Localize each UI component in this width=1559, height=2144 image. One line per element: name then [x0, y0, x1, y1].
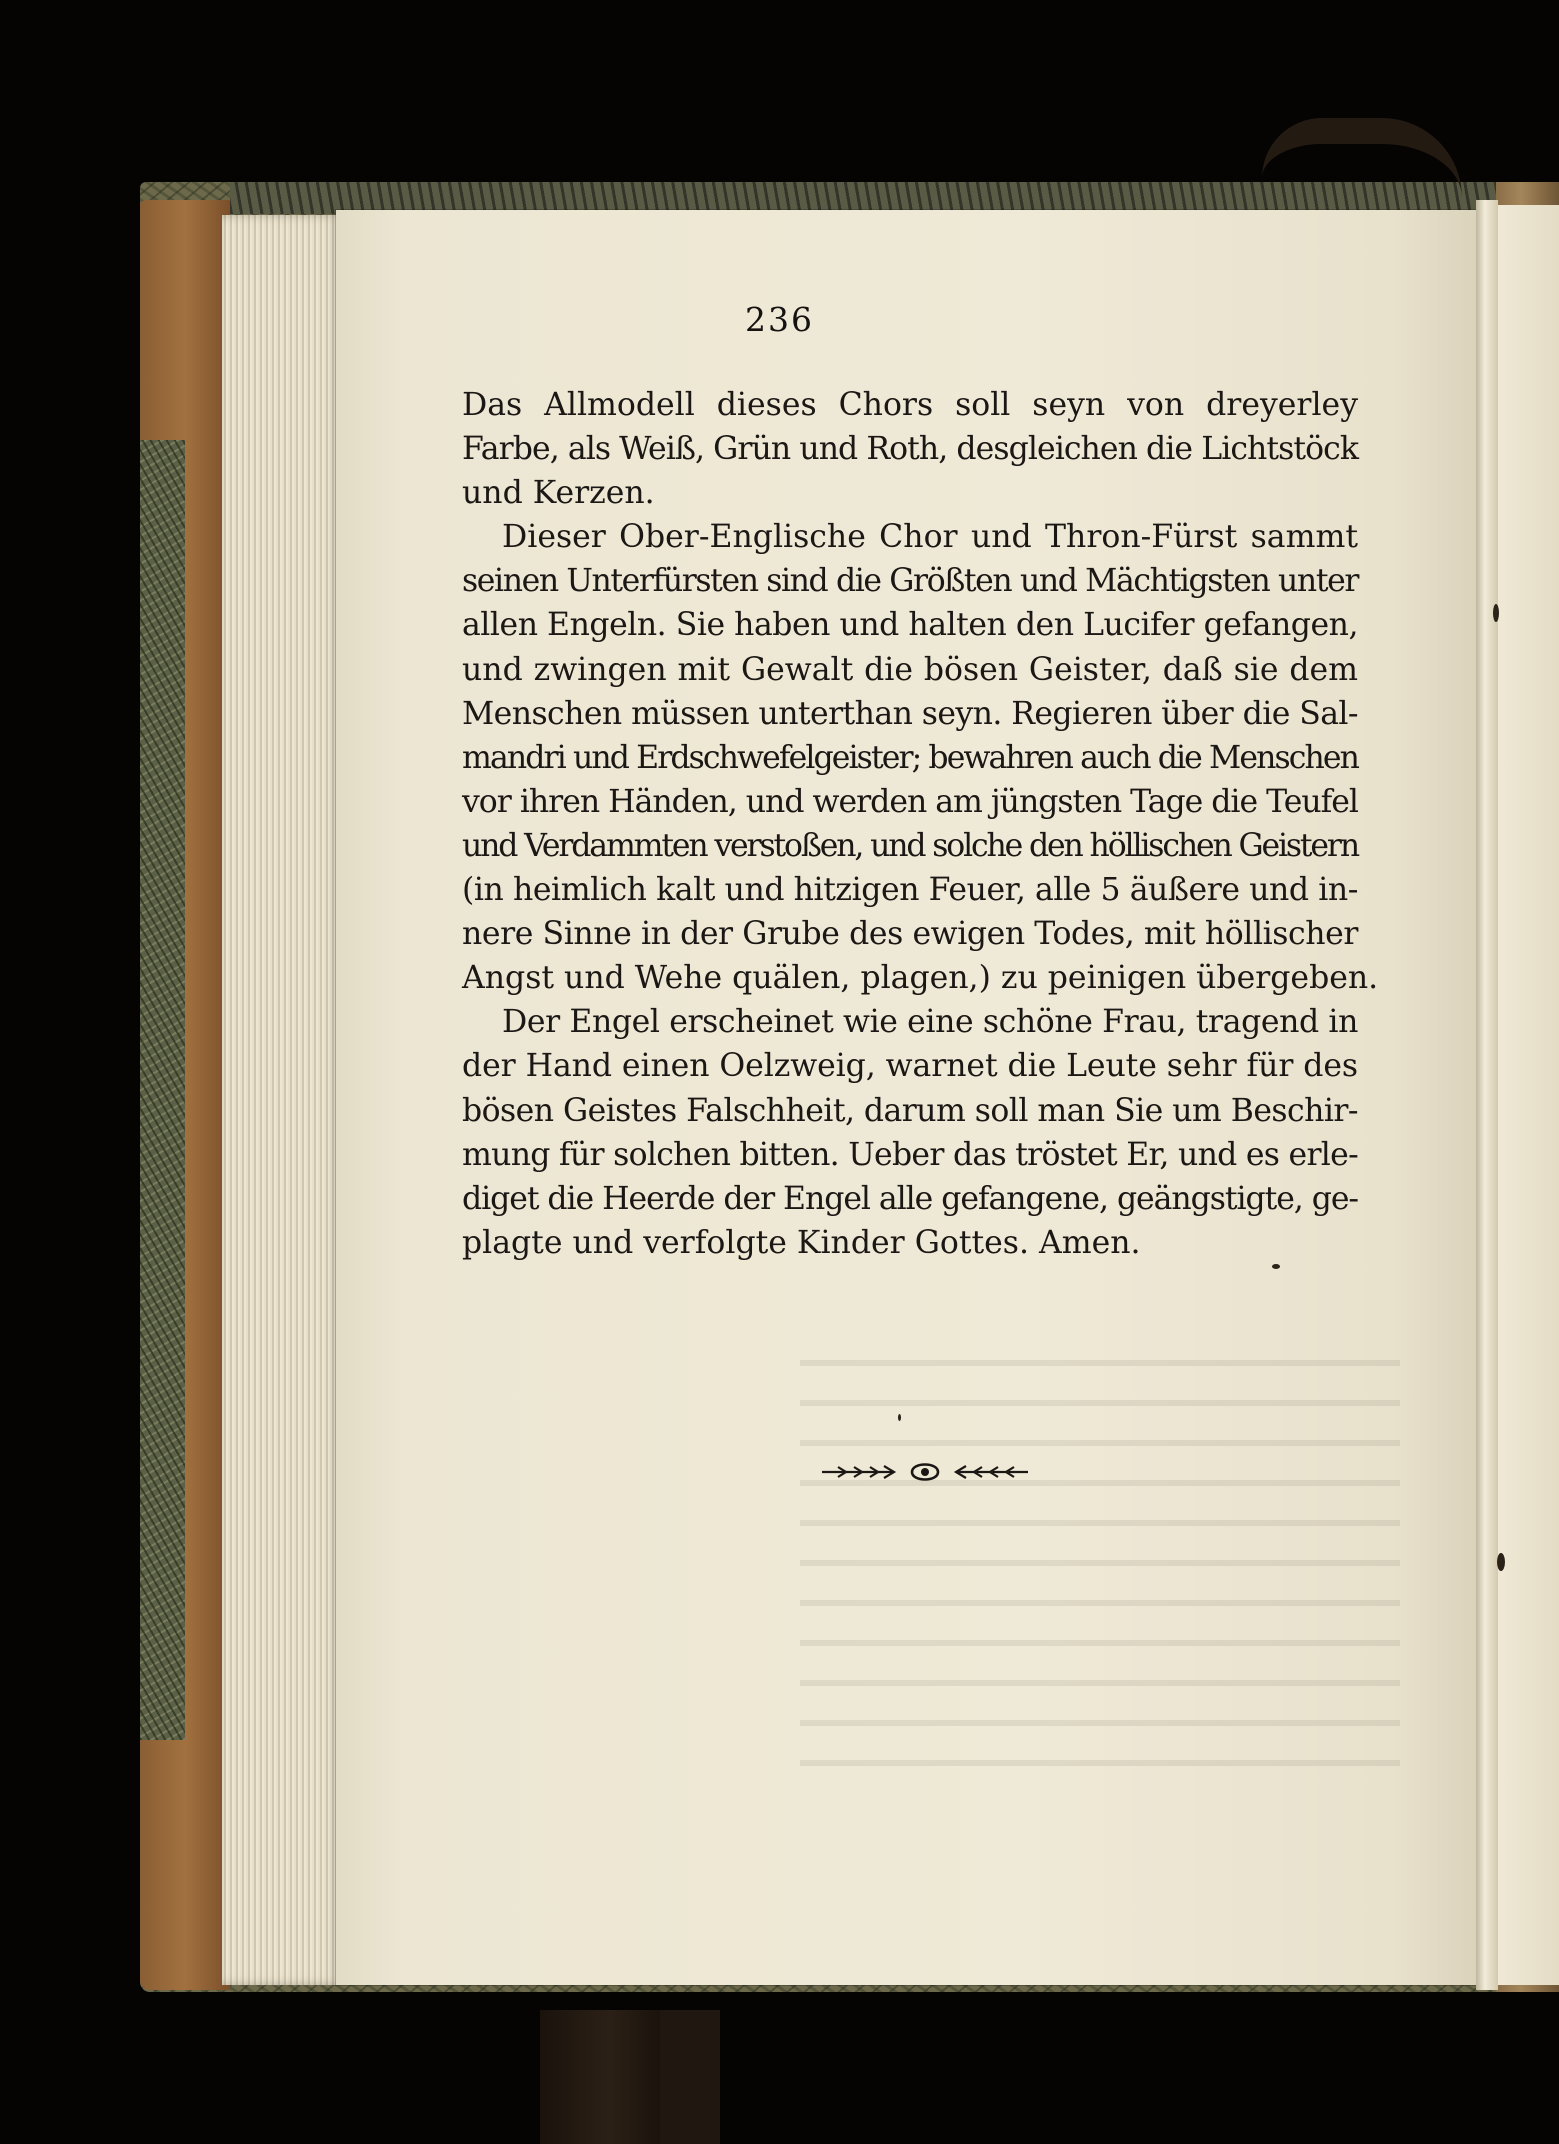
marbled-board-edge	[140, 440, 185, 1740]
text-line: der Hand einen Oelzweig, warnet die Leute sehr für des	[462, 1048, 1358, 1085]
text-line: und Kerzen.	[462, 475, 655, 512]
text-line: plagte und verfolgte Kinder Gottes. Amen.	[462, 1224, 1141, 1261]
paragraph-3	[462, 1000, 1358, 1265]
text-line: Farbe, als Weiß, Grün und Roth, desgleichen die Lichtstöck	[462, 431, 1358, 468]
text-line: Der Engel erscheinet wie eine schöne Frau, tragend in	[502, 1004, 1358, 1041]
paragraph-2	[462, 515, 1379, 1000]
text-line: Dieser Ober-Englische Chor und Thron-Fürst sammt	[502, 519, 1358, 556]
text-line: vor ihren Händen, und werden am jüngsten Tage die Teufel	[462, 783, 1358, 820]
text-line: und zwingen mit Gewalt die bösen Geister, daß sie dem	[462, 651, 1358, 688]
facing-page-edge	[1496, 205, 1559, 1985]
bookmark-ribbon-tail	[540, 2010, 680, 2144]
page-number: 236	[745, 300, 814, 339]
text-line: und Verdammten verstoßen, und solche den höllischen Geistern	[462, 827, 1358, 864]
text-line: seinen Unterfürsten sind die Größten und Mächtigsten unter	[462, 563, 1358, 600]
text-line: mandri und Erdschwefelgeister; bewahren auch die Menschen	[462, 739, 1358, 776]
paragraph-1	[462, 383, 1358, 515]
text-line: allen Engeln. Sie haben und halten den Lucifer gefangen,	[462, 607, 1358, 644]
text-line: nere Sinne in der Grube des ewigen Todes, mit höllischer	[462, 916, 1358, 953]
page-pin	[1493, 604, 1499, 622]
divider-ornament-icon	[820, 1458, 1030, 1486]
text-line: (in heimlich kalt und hitzigen Feuer, alle 5 äußere und in-	[462, 872, 1358, 909]
text-line: Menschen müssen unterthan seyn. Regieren über die Sal-	[462, 695, 1358, 732]
body-text	[462, 383, 1379, 1265]
text-line: Das Allmodell dieses Chors soll seyn von dreyerley	[462, 387, 1358, 423]
page-gutter	[1476, 200, 1498, 1990]
text-line: bösen Geistes Falschheit, darum soll man Sie um Beschir-	[462, 1092, 1358, 1129]
bookmark-ribbon-tail-2	[660, 2010, 720, 2144]
page-stack-edges	[222, 215, 342, 1985]
ink-speck	[1272, 1264, 1280, 1269]
text-line: diget die Heerde der Engel alle gefangene, geängstigte, ge-	[462, 1180, 1358, 1217]
ink-speck	[898, 1414, 901, 1421]
page-pin	[1497, 1553, 1505, 1571]
text-line: mung für solchen bitten. Ueber das tröstet Er, und es erle-	[462, 1136, 1358, 1173]
text-line: Angst und Wehe quälen, plagen,) zu peinigen übergeben.	[462, 960, 1379, 997]
